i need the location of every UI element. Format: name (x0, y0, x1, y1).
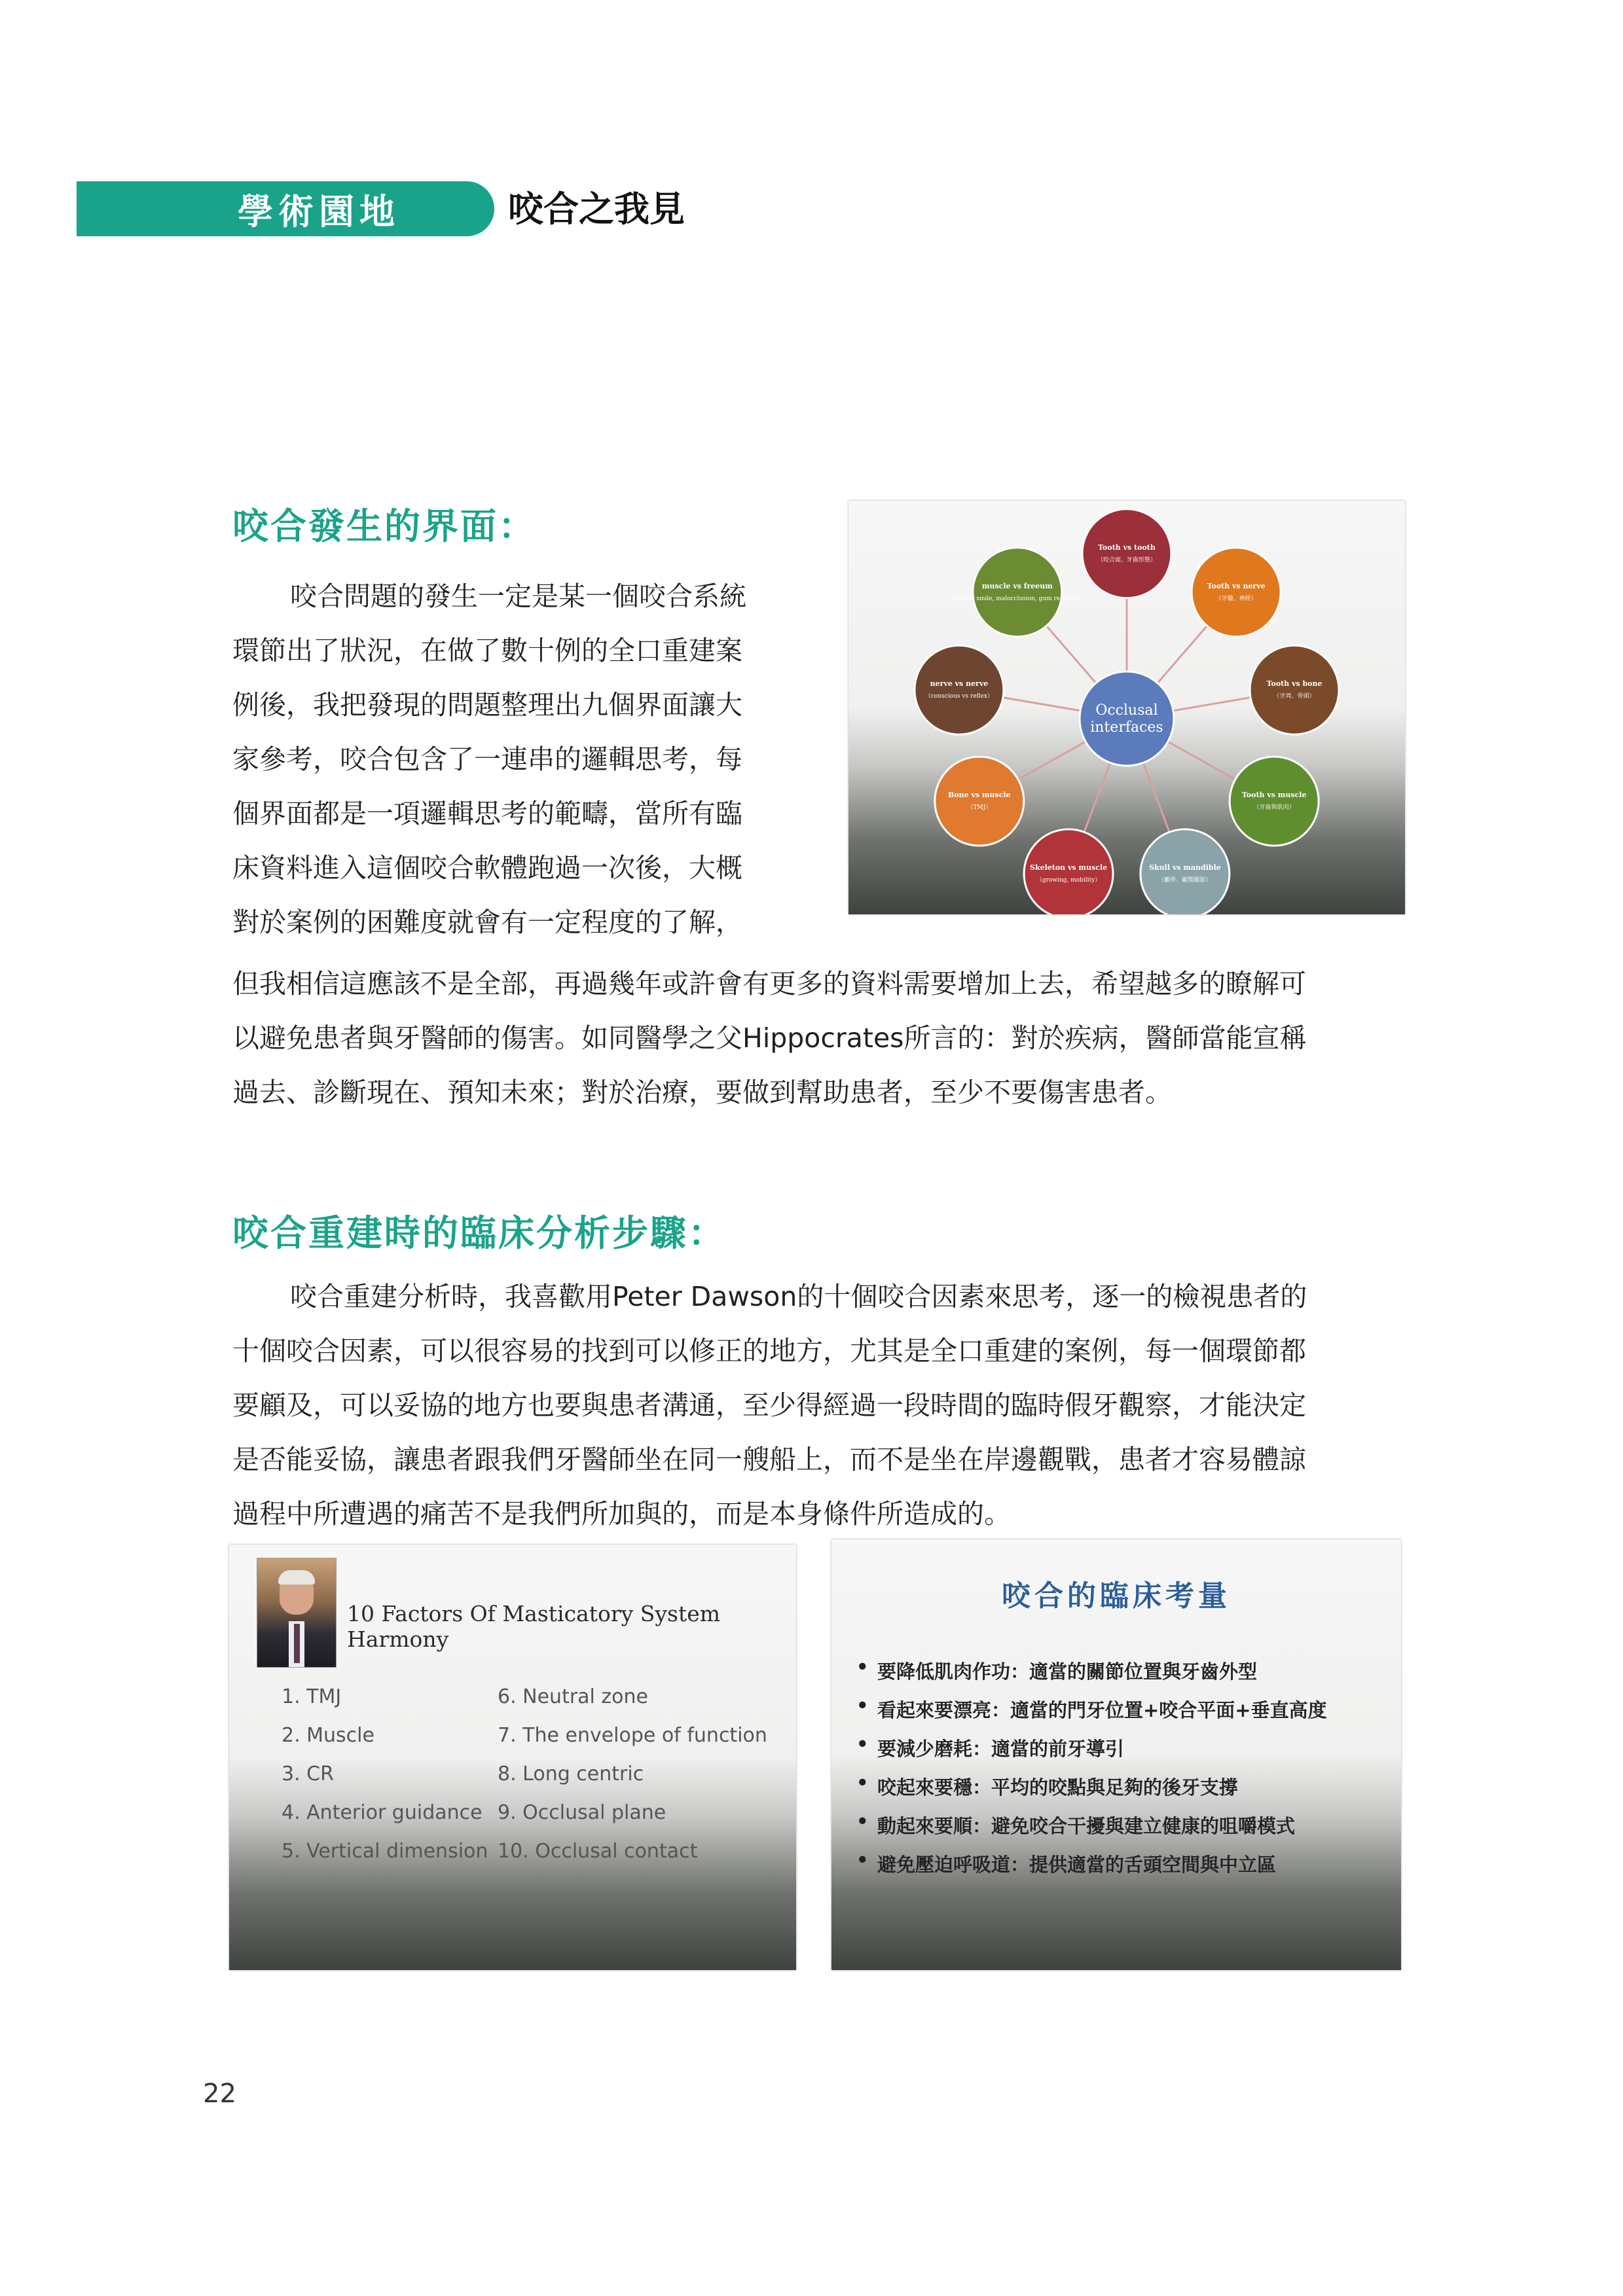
interface-node-title: nerve vs nerve (930, 679, 989, 689)
interfaces-text-line: 環節出了狀況，在做了數十例的全口重建案 (232, 635, 742, 666)
factor-item: 6. Neutral zone (498, 1685, 648, 1708)
dawson-portrait (257, 1558, 337, 1668)
diagram-canvas (848, 501, 1405, 914)
interface-node-circle (915, 645, 1004, 734)
interface-node (1140, 829, 1230, 914)
interface-node (915, 645, 1004, 734)
topic-title: 咬合之我見 (508, 188, 685, 230)
ten-factors-slide (229, 1545, 796, 1970)
interface-node-subtitle: （牙髓、神經） (1215, 595, 1257, 602)
interface-node (1024, 829, 1113, 914)
interfaces-text-line: 但我相信這應該不是全部，再過幾年或許會有更多的資料需要增加上去，希望越多的瞭解可 (232, 968, 1306, 999)
interface-node-subtitle: （conscious vs reflex） (924, 693, 993, 700)
interface-node-subtitle: （咬合面、牙齒形態） (1097, 556, 1157, 564)
interface-node-title: Tooth vs tooth (1098, 543, 1156, 552)
factor-item: 10. Occlusal contact (498, 1840, 698, 1863)
factor-item: 5. Vertical dimension (282, 1840, 488, 1863)
interface-node-subtitle: （growing, mobility） (1036, 876, 1101, 884)
occlusal-interfaces-diagram (848, 501, 1405, 914)
interface-node (1250, 645, 1339, 734)
interface-node-title: Skeleton vs muscle (1030, 863, 1108, 872)
interface-node-subtitle: （TMJ） (967, 804, 992, 812)
analysis-text-line: 過程中所遭遇的痛苦不是我們所加與的，而是本身條件所造成的。 (232, 1498, 1011, 1530)
consideration-bullet: • 咬起來要穩：平均的咬點與足夠的後牙支撐 (877, 1773, 1238, 1800)
interface-node-subtitle: （牙周、骨頭） (1273, 693, 1315, 700)
interface-node-circle (935, 757, 1024, 846)
factor-item: 4. Anterior guidance (282, 1801, 483, 1824)
analysis-text-line: 要顧及，可以妥協的地方也要與患者溝通，至少得經過一段時間的臨時假牙觀察，才能決定 (232, 1390, 1306, 1421)
factor-item: 1. TMJ (282, 1685, 342, 1708)
interface-node-title: Bone vs muscle (948, 791, 1011, 800)
interface-node-title: muscle vs freeum (981, 581, 1053, 590)
interface-node-subtitle: （gummy smile, malocclusion, gum recession） (946, 595, 1088, 602)
consideration-bullet: • 要降低肌肉作功：適當的關節位置與牙齒外型 (877, 1657, 1257, 1684)
clinical-considerations-slide (831, 1539, 1401, 1970)
factor-item: 3. CR (282, 1763, 334, 1785)
interfaces-text-line: 例後，我把發現的問題整理出九個界面讓大 (232, 689, 742, 721)
interface-node-title: Skull vs mandible (1149, 863, 1221, 872)
interface-node-circle (1192, 548, 1281, 637)
interface-node-title: Tooth vs bone (1266, 679, 1322, 689)
interfaces-text-line: 對於案例的困難度就會有一定程度的了解， (232, 906, 742, 938)
interface-node-circle (1250, 645, 1339, 734)
diagram-center-node (1080, 672, 1174, 766)
interface-node (1230, 757, 1319, 846)
factor-item: 7. The envelope of function (498, 1724, 767, 1747)
portrait-hair (278, 1570, 315, 1585)
interface-node (1082, 509, 1171, 598)
section-heading-interfaces: 咬合發生的界面： (232, 505, 537, 547)
consideration-bullet: • 要減少磨耗：適當的前牙導引 (877, 1734, 1124, 1761)
interface-node-circle (1082, 509, 1171, 598)
interfaces-text-line: 過去、診斷現在、預知未來；對於治療，要做到幫助患者，至少不要傷害患者。 (232, 1077, 1172, 1108)
interfaces-text-line: 家參考，咬合包含了一連串的邏輯思考，每 (232, 744, 742, 775)
interface-node-circle (973, 548, 1062, 637)
analysis-text-line: 十個咬合因素，可以很容易的找到可以修正的地方，尤其是全口重建的案例，每一個環節都 (232, 1335, 1306, 1367)
page-number: 22 (203, 2079, 236, 2109)
interface-node-subtitle: （顱骨、顳顎關節） (1158, 876, 1212, 884)
interface-node (947, 548, 1088, 637)
interface-node-title: Tooth vs nerve (1207, 581, 1266, 590)
interface-node-title: Tooth vs muscle (1241, 791, 1307, 800)
analysis-text-line: 咬合重建分析時，我喜歡用Peter Dawson的十個咬合因素來思考，逐一的檢視患者的 (290, 1281, 1307, 1312)
factor-item: 2. Muscle (282, 1724, 374, 1747)
factor-item: 9. Occlusal plane (498, 1801, 666, 1824)
interface-node-circle (1230, 757, 1319, 846)
ten-factors-title: 10 Factors Of Masticatory System Harmony (347, 1601, 721, 1652)
interfaces-text-line: 個界面都是一項邏輯思考的範疇，當所有臨 (232, 798, 742, 829)
interfaces-text-line: 床資料進入這個咬合軟體跑過一次後，大概 (232, 852, 742, 884)
interface-node (935, 757, 1024, 846)
interface-node-subtitle: （牙齒與肌肉） (1253, 804, 1295, 812)
consideration-bullet: • 動起來要順：避免咬合干擾與建立健康的咀嚼模式 (877, 1812, 1295, 1839)
section-heading-analysis: 咬合重建時的臨床分析步驟： (232, 1212, 727, 1254)
diagram-center-label: interfaces (1090, 719, 1163, 736)
section-label: 學術園地 (238, 190, 400, 232)
factor-item: 8. Long centric (498, 1763, 644, 1785)
interfaces-text-line: 以避免患者與牙醫師的傷害。如同醫學之父Hippocrates所言的：對於疾病，醫師當能宣稱 (232, 1022, 1307, 1054)
diagram-center-label: Occlusal (1095, 702, 1158, 719)
interface-node (1192, 548, 1281, 637)
considerations-title: 咬合的臨床考量 (1002, 1579, 1231, 1613)
interfaces-text-line: 咬合問題的發生一定是某一個咬合系統 (290, 581, 746, 612)
portrait-tie (294, 1624, 300, 1663)
consideration-bullet: • 看起來要漂亮：適當的門牙位置+咬合平面+垂直高度 (877, 1696, 1327, 1723)
analysis-text-line: 是否能妥協，讓患者跟我們牙醫師坐在同一艘船上，而不是坐在岸邊觀戰，患者才容易體諒 (232, 1444, 1306, 1475)
consideration-bullet: • 避免壓迫呼吸道：提供適當的舌頭空間與中立區 (877, 1850, 1276, 1877)
